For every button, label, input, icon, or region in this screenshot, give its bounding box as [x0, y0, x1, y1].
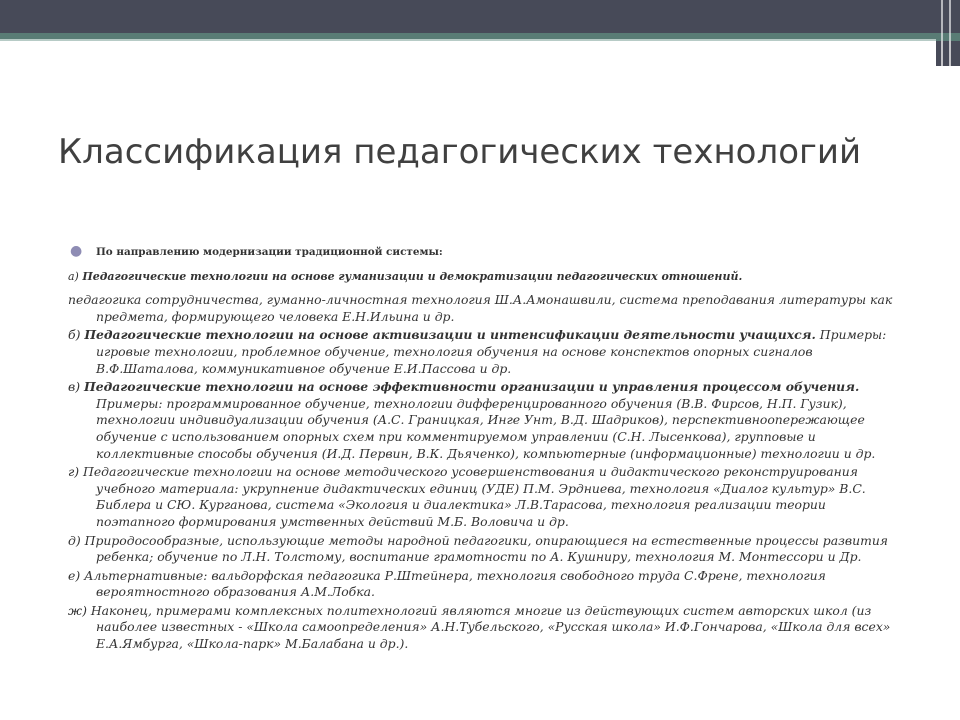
item-b [68, 327, 908, 377]
slide-title: Классификация педагогических технологий [58, 132, 862, 172]
item-rest: Примеры: игровые технологии, проблемное обучение, технология обучения на основе конспектов опорных сигналов В.Ф.Шаталова, коммуникативное обучение Е.И.Пассова и др. [96, 327, 887, 376]
item-rest: Наконец, примерами комплексных политехнологий являются многие из действующих систем авторских школ (из наиболее известных - «Школа самоопределения» А.Н.Тубельского, «Русская школа» И.Ф.Гончарова, «Школа для всех» Е.А.Ямбурга, «Школа-парк» М.Балабана и др.). [90, 602, 891, 652]
item-rest: Педагогические технологии на основе методического усовершенствования и дидактического реконструирования учебного материала: укрупнение дидактических единиц (УДЕ) П.М. Эрдниева, технология «Диалог культур» В.С. Библера и СЮ. Курганова, система «Экология и диалектика» Л.В.Тарасова, технология реализации теории поэтапного формирования умственных действий М.Б. Воловича и др. [83, 464, 866, 529]
item-f [68, 568, 908, 601]
bullet-dot-icon: ● [70, 243, 83, 259]
item-rest: Примеры: программированное обучение, технологии дифференцированного обучения (В.В. Фирсов, Н.П. Гузик), технологии индивидуализации обучения (А.С. Границкая, Инге Унт, В.Д. Шадриков), перспективноопережающее обучение с использованием опорных схем при комментируемом управлении (С.Н. Лысенкова), групповые и коллективные способы обучения (И.Д. Первин, В.К. Дьяченко), компьютерные (информационные) технологии и др. [96, 395, 876, 461]
bullet-text: По направлению модернизации традиционной системы: [96, 246, 443, 258]
item-bold: Педагогические технологии на основе гуманизации и демократизации педагогических отношений. [82, 269, 743, 283]
item-rest: Природосообразные, использующие методы народной педагогики, опирающиеся на естественные процессы развития ребенка; обучение по Л.Н. Толстому, воспитание грамотности по А. Кушниру, технология М. Монтессори и Др. [84, 532, 888, 565]
item-c [68, 379, 908, 462]
item-rest: педагогика сотрудничества, гуманно-личностная технология Ш.А.Амонашвили, система преподавания литературы как предмета, формирующего человека Е.Н.Ильина и др. [68, 292, 893, 324]
item-prefix: в) [68, 379, 84, 395]
header-band [0, 0, 960, 33]
item-g [68, 603, 908, 653]
item-a-examples [68, 292, 908, 325]
item-prefix: а) [68, 269, 83, 283]
bullet-point [68, 244, 908, 261]
item-bold: Педагогические технологии на основе активизации и интенсификации деятельности учащихся. [84, 327, 816, 343]
item-prefix: г) [68, 464, 84, 480]
item-e [68, 533, 908, 566]
item-prefix: ж) [68, 602, 91, 618]
item-bold: Педагогические технологии на основе эффективности организации и управления процессом обучения. [84, 379, 860, 395]
slide-content [68, 244, 908, 655]
item-prefix: е) [68, 567, 85, 583]
item-d [68, 464, 908, 530]
accent-stripe-light [0, 39, 960, 41]
item-prefix: б) [68, 327, 85, 343]
item-rest: Альтернативные: вальдорфская педагогика Р.Штейнера, технология свободного труда С.Френе, технология вероятностного образования А.М.Лобка. [84, 567, 826, 600]
corner-decoration-icon [936, 0, 960, 66]
item-prefix: д) [68, 532, 85, 548]
item-a [68, 269, 908, 286]
